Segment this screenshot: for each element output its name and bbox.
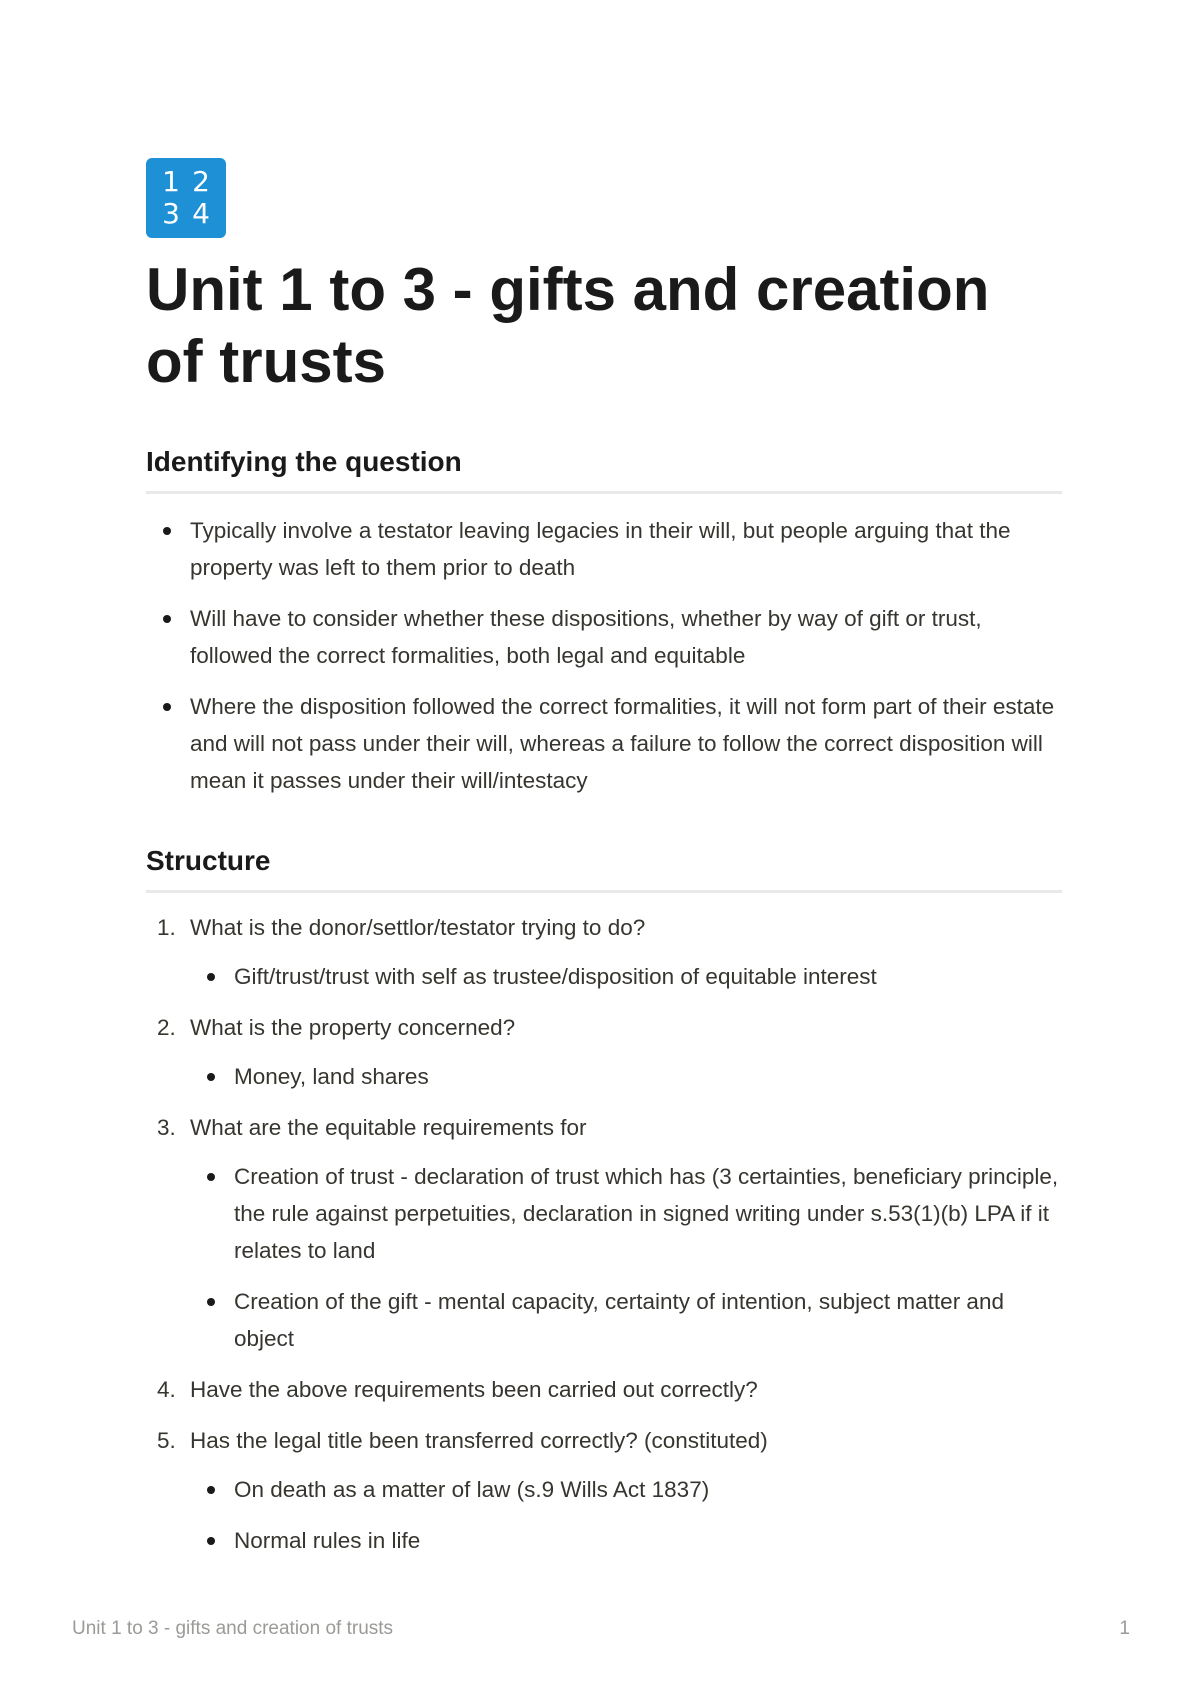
item-number: 2. bbox=[157, 1015, 176, 1040]
document-page bbox=[146, 158, 1062, 1573]
page-title: Unit 1 to 3 - gifts and creation of trusts bbox=[146, 256, 990, 395]
numbered-item bbox=[146, 1109, 1062, 1357]
sub-list-item: Creation of the gift - mental capacity, certainty of intention, subject matter and object bbox=[190, 1283, 1062, 1357]
list-item: Where the disposition followed the correct formalities, it will not form part of their estate and will not pass under their will, whereas a failure to follow the correct disposition will mean it passes under their will/intestacy bbox=[146, 688, 1062, 799]
sub-list-item: Gift/trust/trust with self as trustee/disposition of equitable interest bbox=[190, 958, 1062, 995]
sub-bullet-list bbox=[190, 1471, 1062, 1559]
section-structure bbox=[146, 843, 1062, 1559]
item-number: 4. bbox=[157, 1377, 176, 1402]
icon-digit: 2 bbox=[192, 165, 210, 198]
section-heading: Structure bbox=[146, 843, 1062, 893]
item-text: Has the legal title been transferred correctly? (constituted) bbox=[190, 1428, 768, 1453]
item-number: 1. bbox=[157, 915, 176, 940]
numbered-list bbox=[146, 909, 1062, 1559]
sub-bullet-list bbox=[190, 1158, 1062, 1357]
sub-bullet-list bbox=[190, 958, 1062, 995]
item-number: 3. bbox=[157, 1115, 176, 1140]
sub-list-item: Creation of trust - declaration of trust which has (3 certainties, beneficiary principle, the rule against perpetuities, declaration in signed writing under s.53(1)(b) LPA if it relates to land bbox=[190, 1158, 1062, 1269]
item-text: What is the property concerned? bbox=[190, 1015, 516, 1040]
sub-list-item: Money, land shares bbox=[190, 1058, 1062, 1095]
page-number: 1 bbox=[1119, 1618, 1130, 1639]
numbered-item bbox=[146, 909, 1062, 995]
item-text: Have the above requirements been carried out correctly? bbox=[190, 1377, 758, 1402]
sub-list-item: Normal rules in life bbox=[190, 1522, 1062, 1559]
item-number: 5. bbox=[157, 1428, 176, 1453]
sub-list-item: On death as a matter of law (s.9 Wills Act 1837) bbox=[190, 1471, 1062, 1508]
item-text: What are the equitable requirements for bbox=[190, 1115, 587, 1140]
numbered-item bbox=[146, 1371, 1062, 1408]
numbered-item bbox=[146, 1422, 1062, 1559]
numbers-1234-icon bbox=[146, 158, 226, 238]
icon-digit: 1 bbox=[162, 165, 180, 198]
section-identifying-question bbox=[146, 444, 1062, 799]
icon-digit: 3 bbox=[162, 197, 180, 230]
sub-bullet-list bbox=[190, 1058, 1062, 1095]
list-item: Typically involve a testator leaving legacies in their will, but people arguing that the property was left to them prior to death bbox=[146, 512, 1062, 586]
section-heading: Identifying the question bbox=[146, 444, 1062, 494]
bullet-list bbox=[146, 512, 1062, 799]
numbered-item bbox=[146, 1009, 1062, 1095]
footer-title: Unit 1 to 3 - gifts and creation of trusts bbox=[72, 1618, 394, 1639]
item-text: What is the donor/settlor/testator trying to do? bbox=[190, 915, 646, 940]
list-item: Will have to consider whether these dispositions, whether by way of gift or trust, followed the correct formalities, both legal and equitable bbox=[146, 600, 1062, 674]
page-footer bbox=[72, 1618, 1130, 1640]
icon-digit: 4 bbox=[192, 197, 210, 230]
